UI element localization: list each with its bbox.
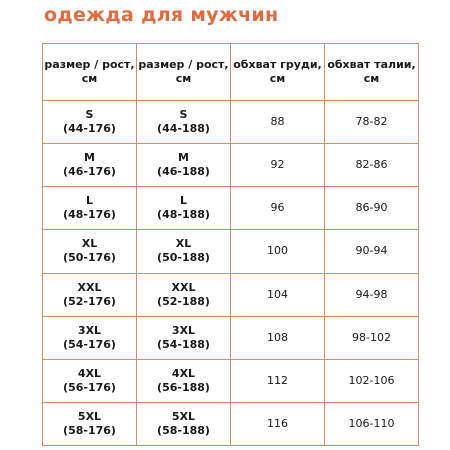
chest-cell: 92 [231,144,325,187]
waist-cell: 102-106 [325,359,419,402]
size-code: XL [175,237,192,251]
waist-cell: 82-86 [325,144,419,187]
size-code: S [179,108,188,122]
size-cell-176 [43,230,137,273]
size-code: XXL [77,280,102,294]
header-waist [325,44,419,101]
chest-cell: 108 [231,316,325,359]
size-table [42,43,419,446]
size-cell-176 [43,101,137,144]
size-range: (44-188) [157,122,210,136]
size-code: 3XL [171,323,196,337]
size-range: (56-188) [157,380,210,394]
size-range: (54-188) [157,337,210,351]
size-cell-188 [137,316,231,359]
table-body [43,101,419,446]
chest-cell: 116 [231,402,325,445]
size-range: (46-188) [157,165,210,179]
header-label: размер / рост, см [44,58,135,85]
size-cell-176 [43,316,137,359]
table-row [43,273,419,316]
size-range: (58-188) [157,423,210,437]
size-cell-188 [137,402,231,445]
size-cell-188 [137,230,231,273]
table-row [43,359,419,402]
size-cell-176 [43,402,137,445]
size-range: (56-176) [63,380,116,394]
table-row [43,144,419,187]
table-header-row [43,44,419,101]
size-cell-176 [43,359,137,402]
table-row [43,187,419,230]
table-row [43,101,419,144]
table-row [43,316,419,359]
size-code: L [179,194,187,208]
size-code: 5XL [171,409,196,423]
size-range: (50-176) [63,251,116,265]
size-code: M [178,151,189,165]
size-code: 3XL [77,323,102,337]
size-cell-188 [137,359,231,402]
header-size-height-176 [43,44,137,101]
size-range: (54-176) [63,337,116,351]
chest-cell: 96 [231,187,325,230]
table-row [43,230,419,273]
size-cell-176 [43,187,137,230]
waist-cell: 90-94 [325,230,419,273]
size-range: (44-176) [63,122,116,136]
size-range: (52-176) [63,294,116,308]
size-cell-188 [137,101,231,144]
size-range: (50-188) [157,251,210,265]
size-code: 4XL [171,366,196,380]
size-range: (52-188) [157,294,210,308]
header-label: обхват талии, см [327,58,416,85]
waist-cell: 106-110 [325,402,419,445]
size-cell-188 [137,144,231,187]
size-code: S [85,108,94,122]
size-code: 4XL [77,366,102,380]
waist-cell: 86-90 [325,187,419,230]
size-range: (48-188) [157,208,210,222]
size-code: 5XL [77,409,102,423]
size-range: (46-176) [63,165,116,179]
size-cell-188 [137,273,231,316]
header-label: обхват груди, см [233,58,322,85]
table-row [43,402,419,445]
size-code: L [85,194,93,208]
size-code: M [84,151,95,165]
header-size-height-188 [137,44,231,101]
size-range: (48-176) [63,208,116,222]
size-range: (58-176) [63,423,116,437]
header-label: размер / рост, см [138,58,229,85]
size-cell-176 [43,144,137,187]
size-code: XL [81,237,98,251]
chest-cell: 104 [231,273,325,316]
chest-cell: 88 [231,101,325,144]
chest-cell: 100 [231,230,325,273]
size-code: XXL [171,280,196,294]
size-cell-176 [43,273,137,316]
page-title: одежда для мужчин [44,4,279,26]
size-cell-188 [137,187,231,230]
header-chest [231,44,325,101]
waist-cell: 94-98 [325,273,419,316]
waist-cell: 98-102 [325,316,419,359]
chest-cell: 112 [231,359,325,402]
waist-cell: 78-82 [325,101,419,144]
